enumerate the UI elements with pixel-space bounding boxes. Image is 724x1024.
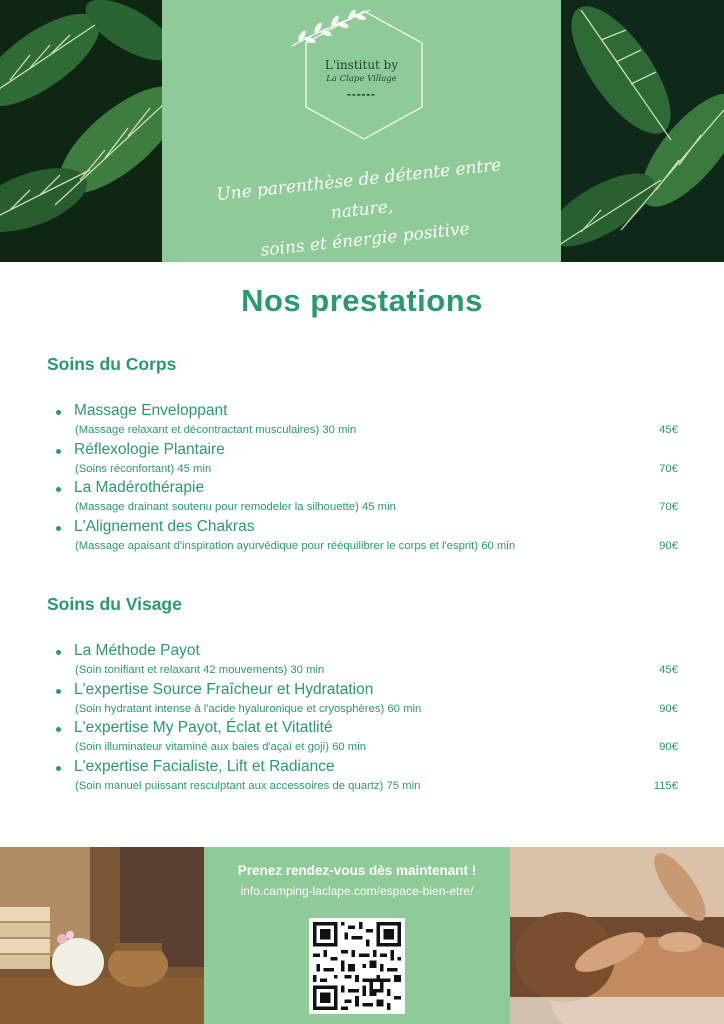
call-to-action: Prenez rendez-vous dès maintenant ! (237, 863, 477, 878)
booking-panel (204, 847, 510, 1024)
tagline (188, 147, 536, 272)
logo-title: L'institut by (324, 58, 399, 72)
service-item (56, 721, 678, 760)
service-name: Réflexologie Plantaire (74, 440, 225, 458)
service-description: (Soin hydratant intense à l'acide hyaluronique et cryosphères) 60 min (75, 702, 422, 715)
service-description: (Soin illuminateur vitaminé aux baies d'açaï et goji) 60 min (75, 741, 366, 753)
leaf-branch-icon (288, 6, 374, 52)
service-description: (Massage apaisant d'inspiration ayurvédique pour rééquilibrer le corps et l'esprit) 60 min (75, 539, 516, 552)
service-item (56, 517, 678, 559)
bullet-icon (56, 449, 61, 454)
service-name: L'Alignement des Chakras (74, 517, 255, 535)
footer-banner (0, 847, 724, 1024)
tropical-leaves-image-left (0, 0, 162, 262)
service-name: La Méthode Payot (74, 642, 200, 659)
bullet-icon (56, 727, 61, 732)
logo-ornament: ▬▬▬▬▬▬ (347, 92, 376, 97)
section-face-care (47, 594, 687, 792)
service-price: 90€ (659, 702, 678, 715)
service-price: 45€ (659, 664, 678, 676)
bullet-icon (56, 766, 61, 771)
service-item (56, 680, 678, 722)
logo-subtitle: La Clape Village (326, 74, 397, 84)
service-item (56, 757, 678, 799)
service-list (56, 404, 678, 558)
service-price: 115€ (653, 779, 678, 792)
service-item (56, 404, 678, 443)
service-name: L'expertise Source Fraîcheur et Hydratation (74, 680, 374, 698)
service-description: (Massage relaxant et décontractant musculaires) 30 min (75, 424, 357, 436)
service-name: La Madérothérapie (74, 479, 205, 496)
bullet-icon (56, 689, 61, 694)
service-description: (Soin manuel puissant resculptant aux accessoires de quartz) 75 min (75, 779, 421, 792)
service-description: (Soin tonifiant et relaxant 42 mouvements) 30 min (75, 664, 325, 676)
header-logo-panel (162, 0, 561, 262)
bullet-icon (56, 526, 61, 531)
service-price: 45€ (659, 424, 678, 436)
bullet-icon (56, 410, 61, 415)
service-item (56, 644, 678, 683)
tagline-line-1: Une parenthèse de détente entre nature, (215, 155, 503, 224)
bullet-icon (56, 650, 61, 655)
service-item (56, 481, 678, 520)
service-price: 70€ (659, 462, 678, 475)
service-list (56, 644, 678, 798)
page-title: Nos prestations (241, 283, 483, 318)
service-item (56, 440, 678, 482)
qr-code-icon (309, 918, 405, 1014)
header-banner (0, 0, 724, 262)
service-price: 90€ (659, 539, 678, 552)
spa-towels-photo (0, 847, 204, 1024)
booking-link[interactable]: info.camping-laclape.com/espace-bien-etre/ (240, 884, 474, 898)
massage-photo (510, 847, 724, 1024)
tropical-leaves-image-right (561, 0, 724, 262)
section-title: Soins du Visage (47, 594, 182, 614)
service-price: 70€ (659, 501, 678, 513)
service-description: (Massage drainant soutenu pour remodeler la silhouette) 45 min (75, 501, 396, 513)
service-description: (Soins réconfortant) 45 min (75, 462, 212, 475)
section-title: Soins du Corps (47, 354, 177, 374)
section-body-care (47, 354, 687, 552)
service-name: Massage Enveloppant (74, 402, 228, 419)
bullet-icon (56, 487, 61, 492)
service-name: L'expertise Facialiste, Lift et Radiance (74, 757, 335, 775)
service-name: L'expertise My Payot, Éclat et Vitatlité (74, 719, 333, 736)
service-price: 90€ (659, 741, 678, 753)
tagline-line-2: soins et énergie positive (259, 218, 471, 261)
